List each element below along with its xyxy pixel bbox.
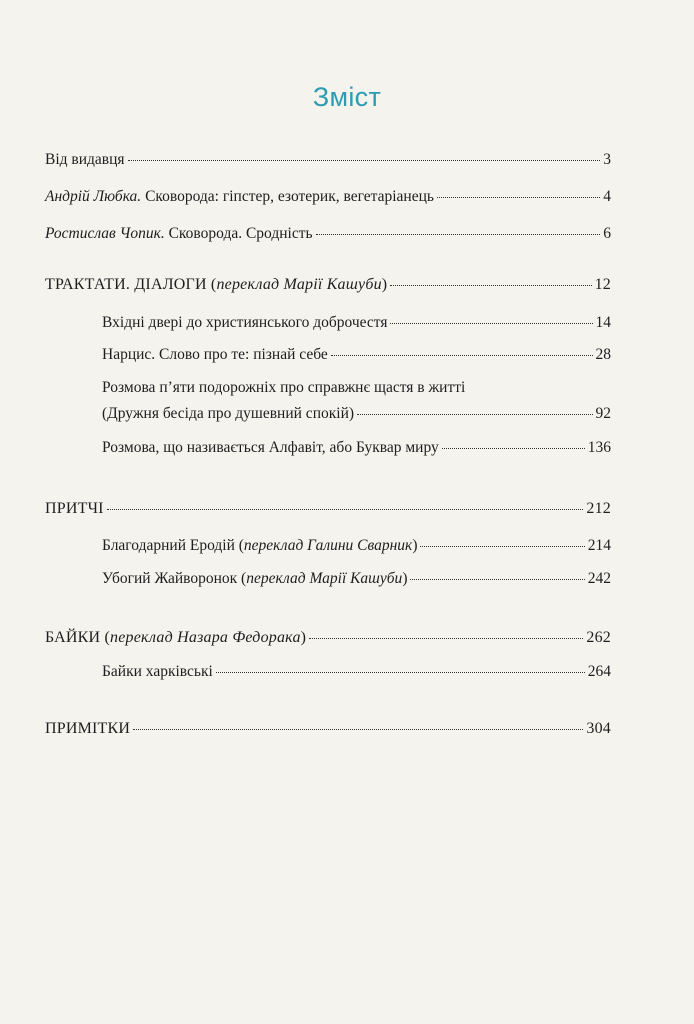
page-number: 214 <box>587 537 611 554</box>
page-number: 3 <box>603 151 611 168</box>
toc-entry-entrance-door[interactable] <box>102 313 611 333</box>
toc-section-parables[interactable] <box>45 499 611 519</box>
section-translator: переклад Назара Федорака <box>110 629 301 646</box>
entry-author: Ростислав Чопик. <box>45 225 165 242</box>
entry-title: Байки харківські <box>102 663 213 680</box>
page-number: 212 <box>586 500 611 517</box>
section-label: ТРАКТАТИ. ДІАЛОГИ <box>45 276 207 293</box>
page-number: 264 <box>587 663 611 680</box>
page-number: 304 <box>586 720 611 737</box>
page-number: 6 <box>603 225 611 242</box>
dot-leader <box>128 160 601 161</box>
page-number: 92 <box>595 405 611 422</box>
paren-open: ( <box>206 276 217 293</box>
dot-leader <box>316 234 601 235</box>
entry-title: Від видавця <box>45 151 125 168</box>
page-number: 4 <box>603 188 611 205</box>
toc-section-fables[interactable] <box>45 628 611 648</box>
page-number: 242 <box>587 570 611 587</box>
entry-title-text: Убогий Жайворонок ( <box>102 570 247 587</box>
toc-entry-lark[interactable] <box>102 569 611 589</box>
dot-leader <box>107 509 584 510</box>
entry-title-text: Сковорода. Сродність <box>164 225 313 242</box>
entry-title: Розмова, що називається Алфавіт, або Буквар миру <box>102 439 439 456</box>
section-translator: переклад Марії Кашуби <box>216 276 382 293</box>
entry-title <box>102 536 417 556</box>
toc-entry-five-travelers[interactable] <box>102 378 611 424</box>
dot-leader <box>420 546 584 547</box>
toc-entry-narcissus[interactable] <box>102 345 611 365</box>
dot-leader <box>216 672 585 673</box>
entry-title: Вхідні двері до християнського доброчестя <box>102 314 388 331</box>
entry-title: Нарцис. Слово про те: пізнай себе <box>102 346 328 363</box>
dot-leader <box>309 638 583 639</box>
entry-title <box>45 187 434 207</box>
page-number: 12 <box>594 276 611 293</box>
paren-close: ) <box>402 570 408 587</box>
toc-entry-lyubka[interactable] <box>45 187 611 207</box>
page-number: 262 <box>586 629 611 646</box>
dot-leader <box>437 197 600 198</box>
entry-title-text: Сковорода: гіпстер, езотерик, вегетаріанець <box>141 188 434 205</box>
section-label: ПРИТЧІ <box>45 500 104 517</box>
paren-close: ) <box>412 537 418 554</box>
toc-entry-herodias[interactable] <box>102 536 611 556</box>
entry-title-text: Благодарний Еродій ( <box>102 537 244 554</box>
paren-close: ) <box>381 276 388 293</box>
dot-leader <box>390 285 591 286</box>
section-title <box>45 275 387 295</box>
entry-author: Андрій Любка. <box>45 188 142 205</box>
toc-section-notes[interactable] <box>45 719 611 739</box>
entry-title <box>45 224 313 244</box>
paren-open: ( <box>100 629 111 646</box>
dot-leader <box>331 355 593 356</box>
toc-entry-alphabet[interactable] <box>102 438 611 458</box>
entry-line-1 <box>102 378 611 398</box>
entry-translator: переклад Марії Кашуби <box>246 570 403 587</box>
section-title <box>45 628 306 648</box>
dot-leader <box>442 448 585 449</box>
toc-entry-publisher[interactable] <box>45 150 611 170</box>
dot-leader <box>133 729 583 730</box>
entry-translator: переклад Галини Сварник <box>243 537 413 554</box>
page-number: 28 <box>595 346 611 363</box>
entry-title <box>102 569 407 589</box>
entry-line-2 <box>102 404 611 424</box>
dot-leader <box>410 579 584 580</box>
entry-title: Розмова п’яти подорожніх про справжнє щастя в житті <box>102 379 466 396</box>
section-label: ПРИМІТКИ <box>45 720 131 737</box>
toc-section-treatises[interactable] <box>45 275 611 295</box>
section-label: БАЙКИ <box>45 629 101 646</box>
toc-entry-kharkiv-fables[interactable] <box>102 662 611 682</box>
paren-close: ) <box>300 629 307 646</box>
toc-title: Зміст <box>312 82 382 112</box>
entry-title-continued: (Дружня бесіда про душевний спокій) <box>102 405 355 422</box>
page-number: 136 <box>587 439 611 456</box>
dot-leader <box>390 323 592 324</box>
page-number: 14 <box>595 314 611 331</box>
dot-leader <box>357 414 592 415</box>
toc-entry-chopyk[interactable] <box>45 224 611 244</box>
